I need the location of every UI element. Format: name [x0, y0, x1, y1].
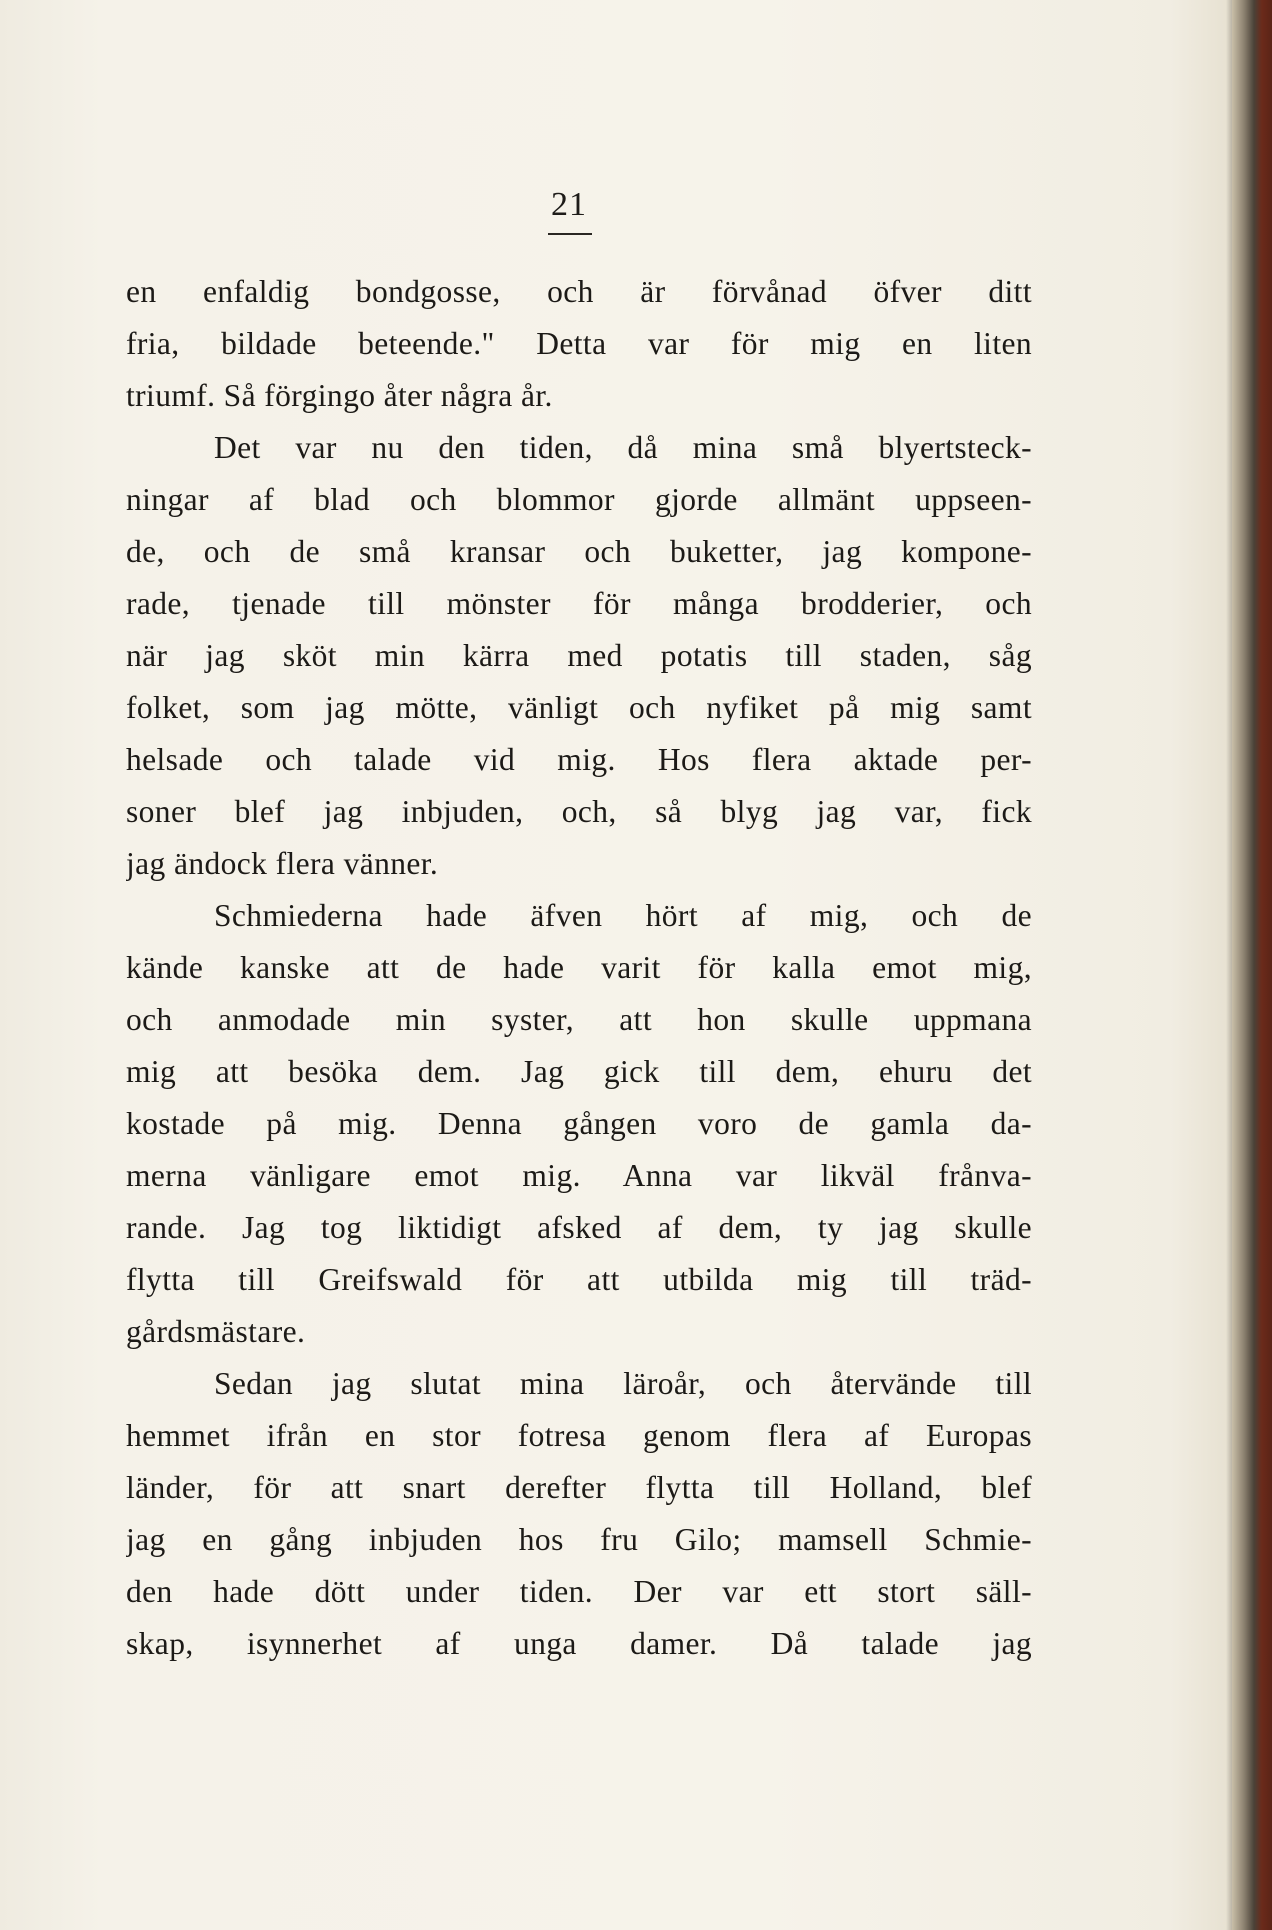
text-line: rande. Jag tog liktidigt afsked af dem, ty jag skulle [126, 1210, 1032, 1245]
text-line: helsade och talade vid mig. Hos flera aktade per- [126, 742, 1032, 777]
text-line: skap, isynnerhet af unga damer. Då talade jag [126, 1626, 1032, 1661]
text-line: Sedan jag slutat mina läroår, och återvände till [214, 1366, 1032, 1401]
text-line: den hade dött under tiden. Der var ett stort säll- [126, 1574, 1032, 1609]
text-line: när jag sköt min kärra med potatis till staden, såg [126, 638, 1032, 673]
text-line: merna vänligare emot mig. Anna var likväl frånva- [126, 1158, 1032, 1193]
body-text [126, 266, 1032, 1670]
text-line: Det var nu den tiden, då mina små blyertsteck- [214, 430, 1032, 465]
text-line: hemmet ifrån en stor fotresa genom flera af Europas [126, 1418, 1032, 1453]
text-line: mig att besöka dem. Jag gick till dem, ehuru det [126, 1054, 1032, 1089]
text-line: Schmiederna hade äfven hört af mig, och de [214, 898, 1032, 933]
text-line: jag ändock flera vänner. [126, 846, 439, 881]
text-line: soner blef jag inbjuden, och, så blyg jag var, fick [126, 794, 1032, 829]
text-line: och anmodade min syster, att hon skulle uppmana [126, 1002, 1032, 1037]
text-line: folket, som jag mötte, vänligt och nyfiket på mig samt [126, 690, 1032, 725]
text-line: en enfaldig bondgosse, och är förvånad öfver ditt [126, 274, 1032, 309]
text-line: rade, tjenade till mönster för många brodderier, och [126, 586, 1032, 621]
page-number-rule [548, 233, 592, 235]
text-line: gårdsmästare. [126, 1314, 306, 1349]
text-line: länder, för att snart derefter flytta till Holland, blef [126, 1470, 1032, 1505]
text-line: fria, bildade beteende." Detta var för mig en liten [126, 326, 1032, 361]
page-number: 21 [551, 186, 587, 223]
text-line: de, och de små kransar och buketter, jag kompone- [126, 534, 1032, 569]
text-line: triumf. Så förgingo åter några år. [126, 378, 553, 413]
text-line: kostade på mig. Denna gången voro de gamla da- [126, 1106, 1032, 1141]
book-spine-edge [1232, 0, 1272, 1930]
text-line: flytta till Greifswald för att utbilda mig till träd- [126, 1262, 1032, 1297]
text-line: jag en gång inbjuden hos fru Gilo; mamsell Schmie- [126, 1522, 1032, 1557]
text-line: kände kanske att de hade varit för kalla emot mig, [126, 950, 1032, 985]
text-line: ningar af blad och blommor gjorde allmänt uppseen- [126, 482, 1032, 517]
